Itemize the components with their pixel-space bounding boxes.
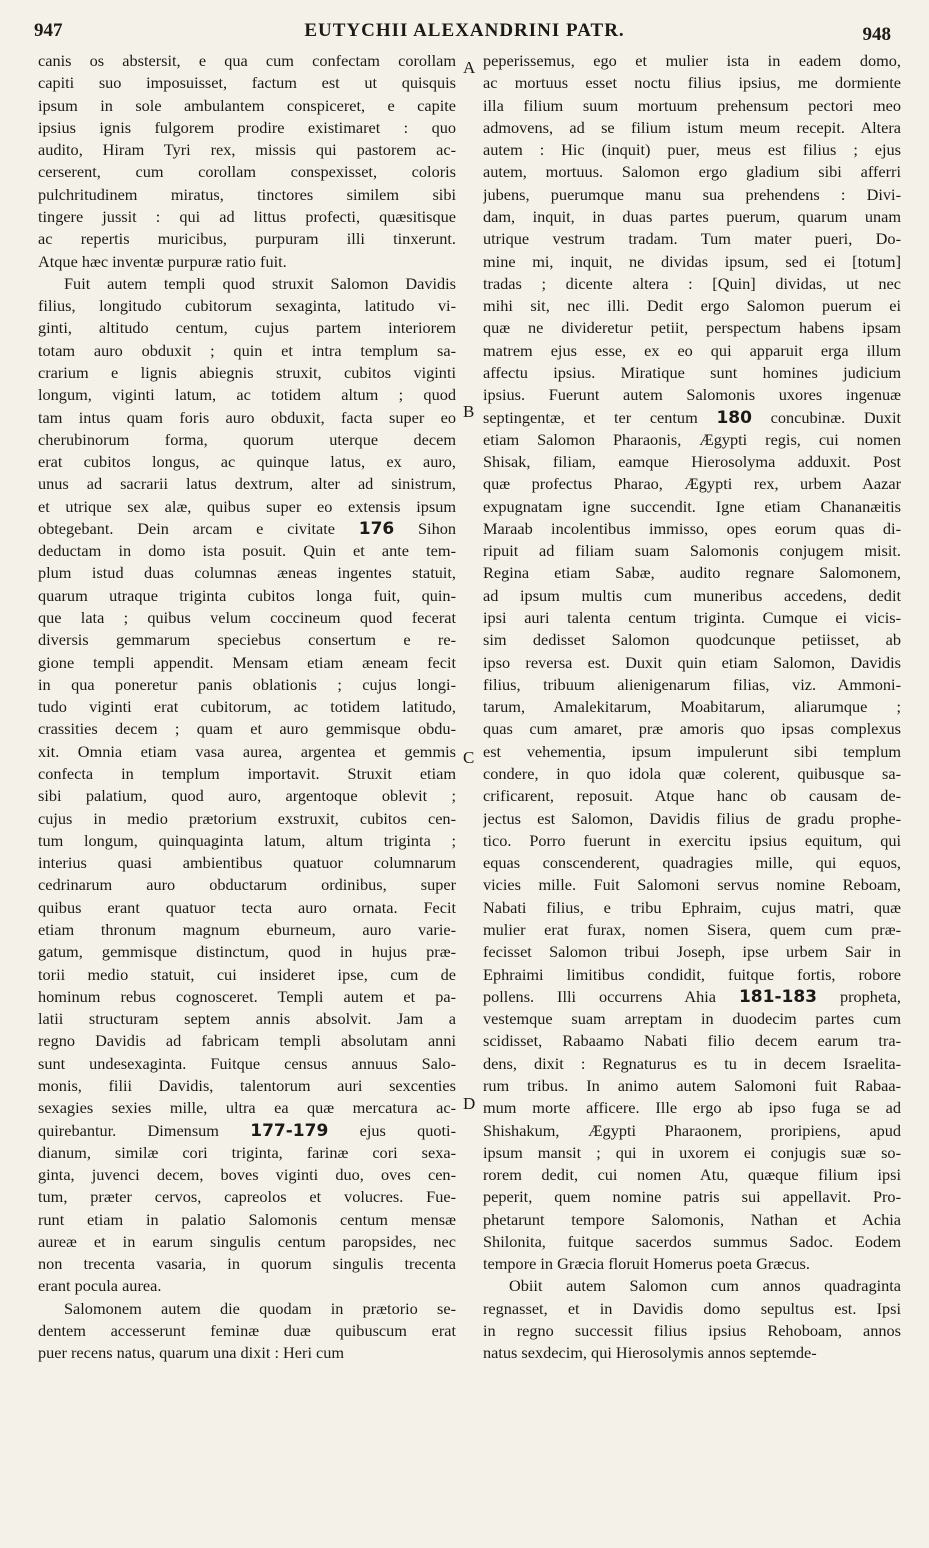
text-line: plum istud duas columnas æneas ingentes statuit, bbox=[38, 563, 456, 583]
text-line: sunt undesexaginta. Fuitque census annuus Salo- bbox=[38, 1053, 456, 1073]
section-marker-c: C bbox=[463, 748, 475, 767]
text-line: audito, Hiram Tyri rex, missis qui pastorem ac- bbox=[38, 140, 456, 160]
text-line: erat cubitos longus, ac quinque latus, ex auro, bbox=[38, 452, 456, 472]
text-line: tam intus quam foris auro obduxit, facta super eo bbox=[38, 407, 456, 427]
text-line: peperit, quem nomine patris sui appellavit. Pro- bbox=[483, 1187, 901, 1207]
text-line: totam auro obduxit ; quin et intra templum sa- bbox=[38, 340, 456, 360]
section-marker-b: B bbox=[463, 402, 475, 421]
text-line: tum longum, quinquaginta latum, altum triginta ; bbox=[38, 830, 456, 850]
text-line: quæ ne divideretur petiit, perspectum habens ipsam bbox=[483, 318, 901, 338]
text-line: interius quasi ambientibus quatuor columnarum bbox=[38, 853, 456, 873]
text-line: vicies mille. Fuit Salomoni servus nomine Reboam, bbox=[483, 875, 901, 895]
text-line: tempore in Græcia floruit Homerus poeta Græcus. bbox=[483, 1254, 810, 1274]
text-line: in qua poneretur panis oblationis ; cujus longi- bbox=[38, 674, 456, 694]
text-line: xit. Omnia etiam vasa aurea, argentea et gemmis bbox=[38, 741, 456, 761]
text-line: quæ profectus Pharao, Ægypti rex, urbem Aazar bbox=[483, 474, 901, 494]
marginal-number: 181-183 bbox=[738, 986, 817, 1007]
text-line: sim dedisset Salomon quodcunque petiisset, ab bbox=[483, 630, 901, 650]
text-line: utrique vestrum tradam. Tum mater pueri, Do- bbox=[483, 229, 901, 249]
text-line: filius, longitudo cubitorum sexaginta, latitudo vi- bbox=[38, 296, 456, 316]
text-line: canis os abstersit, e qua cum confectam corollam bbox=[38, 51, 456, 70]
running-title: EUTYCHII ALEXANDRINI PATR. bbox=[304, 20, 625, 41]
text-line: latii structuram septem annis absolvit. Jam a bbox=[38, 1009, 456, 1029]
text-line: cujus in medio prætorium exstruxit, cubitos cen- bbox=[38, 808, 456, 828]
text-line: ginta, juvenci decem, boves viginti duo, oves cen- bbox=[38, 1165, 456, 1185]
text-line: Ephraimi limitibus condidit, fuitque fortis, robore bbox=[483, 964, 901, 984]
text-line: phetarunt tempore Salomonis, Nathan et Achia bbox=[483, 1209, 901, 1229]
text-line: Maraab incolentibus immisso, opes eorum quas di- bbox=[483, 518, 901, 538]
page-number-right: 948 bbox=[862, 24, 891, 45]
text-line: ripuit ad filiam suam Salomonis conjugem misit. bbox=[483, 541, 901, 561]
text-line: dam, inquit, in duas partes puerum, quarum unam bbox=[483, 206, 901, 226]
text-line: ipsius ignis fulgorem prodire existimaret : quo bbox=[38, 117, 456, 137]
text-line: cherubinorum forma, quorum uterque decem bbox=[38, 429, 456, 449]
text-line: illa filium suum mortuum prehensum pectori meo bbox=[483, 95, 901, 115]
text-line: quarum utraque triginta cubitos longa fuit, quin- bbox=[38, 585, 456, 605]
text-line: ac mortuus esset noctu filius ipsius, me dormiente bbox=[483, 73, 901, 93]
text-line: cerserent, cum corollam conspexisset, coloris bbox=[38, 162, 456, 182]
text-line: ipsum in sole ambulantem conspiceret, e capite bbox=[38, 95, 456, 115]
text-line: quirebantur. Dimensum 177-179 ejus quoti- bbox=[38, 1120, 456, 1141]
page-number-left: 947 bbox=[34, 20, 63, 41]
text-line: ipsi auri talenta centum triginta. Cumque ei vicis- bbox=[483, 608, 901, 628]
text-line: pulchritudinem miratus, tinctores similem sibi bbox=[38, 184, 456, 204]
text-line: mum morte afficere. Ille ergo ab ipso fuga se ad bbox=[483, 1098, 901, 1118]
text-line: hominum rebus cognosceret. Templi autem et pa- bbox=[38, 986, 456, 1006]
text-line: vestemque suam arreptam in duodecim partes cum bbox=[483, 1009, 901, 1029]
marginal-number: 180 bbox=[716, 407, 752, 428]
marginal-number: 176 bbox=[358, 518, 395, 539]
text-line: peperissemus, ego et mulier ista in eadem domo, bbox=[483, 51, 901, 70]
text-line: aureæ et in earum singulis centum paropsides, nec bbox=[38, 1231, 456, 1251]
text-line: mulier erat furax, nomen Sisera, quem cum præ- bbox=[483, 919, 901, 939]
paragraph bbox=[38, 1298, 456, 1365]
text-line: ad ipsum multis cum muneribus accedens, dedit bbox=[483, 585, 901, 605]
text-line: monis, filii Davidis, talentorum auri sexcenties bbox=[38, 1075, 456, 1095]
right-column bbox=[483, 50, 901, 1365]
text-line: mihi sit, nec illi. Dedit ergo Salomon puerum ei bbox=[483, 296, 901, 316]
text-line: sexagies sexies mille, ultra ea quæ mercatura ac- bbox=[38, 1098, 456, 1118]
text-line: ginti, altitudo centum, cujus partem interiorem bbox=[38, 318, 456, 338]
text-line: tingere jussit : qui ad littus profecti, quæsitisque bbox=[38, 206, 456, 226]
text-line: matrem ejus esse, ex eo qui apparuit erga illum bbox=[483, 340, 901, 360]
text-line: dens, dixit : Regnaturus es tu in decem Israelita- bbox=[483, 1053, 901, 1073]
text-line: regnasset, et in Davidis domo sepultus est. Ipsi bbox=[483, 1298, 901, 1318]
text-line: longum, viginti latum, ac totidem altum ; quod bbox=[38, 385, 456, 405]
text-line: Nabati filius, e tribu Ephraim, cujus matri, quæ bbox=[483, 897, 901, 917]
text-line: runt etiam in palatio Salomonis centum mensæ bbox=[38, 1209, 456, 1229]
text-line: crassities decem ; quam et auro gemmisque obdu- bbox=[38, 719, 456, 739]
text-line: affectu ipsius. Miratique sunt homines judicium bbox=[483, 362, 901, 382]
text-line: Regina etiam Sabæ, audito regnare Salomonem, bbox=[483, 563, 901, 583]
paragraph bbox=[483, 1275, 901, 1364]
text-line: puer recens natus, quarum una dixit : Heri cum bbox=[38, 1343, 345, 1363]
text-line: admovens, ad se filium istum meum recepit. Altera bbox=[483, 117, 901, 137]
text-line: que lata ; quibus velum coccineum quod fecerat bbox=[38, 608, 456, 628]
text-line: ipsius. Fuerunt autem Salomonis uxores ingenuæ bbox=[483, 385, 901, 405]
text-line: quas cum amaret, præ amoris quo ipsas complexus bbox=[483, 719, 901, 739]
text-line: expugnatam igne succendit. Igne etiam Chananæitis bbox=[483, 496, 901, 516]
text-line: tudo viginti erat cubitorum, ac totidem latitudo, bbox=[38, 697, 456, 717]
text-line: confecta in templum importavit. Struxit etiam bbox=[38, 764, 456, 783]
text-line: Atque hæc inventæ purpuræ ratio fuit. bbox=[38, 251, 287, 271]
text-line: Fuit autem templi quod struxit Salomon Davidis bbox=[64, 273, 456, 293]
text-line: et utrique sex alæ, quibus super eo extensis ipsum bbox=[38, 496, 456, 516]
text-line: cedrinarum auro obductarum ordinibus, super bbox=[38, 875, 456, 895]
text-line: fecisset Salomon tribui Joseph, ipse urbem Sair in bbox=[483, 942, 901, 962]
paragraph bbox=[38, 50, 456, 273]
text-line: jectus est Salomon, Davidis filius de gradu prophe- bbox=[483, 808, 901, 828]
paragraph bbox=[38, 273, 456, 1298]
text-line: capiti suo imposuisset, factum est ut quisquis bbox=[38, 73, 456, 93]
left-column bbox=[38, 50, 456, 1365]
text-line: non trecenta vasaria, in quorum singulis trecenta bbox=[38, 1254, 456, 1274]
text-line: erant pocula aurea. bbox=[38, 1276, 162, 1296]
text-line: tum, præter cervos, capreolos et volucres. Fue- bbox=[38, 1187, 456, 1207]
text-line: torii medio statuit, cui insideret ipse, cum de bbox=[38, 964, 456, 984]
text-line: rum tribus. In animo autem Salomoni fuit Rabaa- bbox=[483, 1075, 901, 1095]
text-line: scidisset, Rabaamo Nabati filio decem earum tra- bbox=[483, 1031, 901, 1051]
section-marker-a: A bbox=[463, 58, 476, 77]
text-line: tarum, Amalekitarum, Moabitarum, aliarumque ; bbox=[483, 697, 901, 717]
text-line: tico. Porro fuerunt in exercitu ipsius equitum, qui bbox=[483, 830, 901, 850]
text-line: etiam Salomon Pharaonis, Ægypti regis, cui nomen bbox=[483, 429, 901, 449]
text-line: in regno successit filius ipsius Rehoboam, annos bbox=[483, 1321, 901, 1341]
text-line: autem : Hic (inquit) puer, meus est filius ; ejus bbox=[483, 140, 901, 160]
text-line: sibi palatium, quod auro, argentoque oblevit ; bbox=[38, 786, 456, 806]
text-line: rorem dedit, cui nomen Atu, quæque filium ipsi bbox=[483, 1165, 901, 1185]
text-line: jubens, puerumque manu sua prehendens : Divi- bbox=[483, 184, 901, 204]
text-line: septingentæ, et ter centum 180 concubinæ. Duxit bbox=[483, 407, 901, 428]
text-line: ipso reversa est. Duxit quin etiam Salomon, Davidis bbox=[483, 652, 901, 672]
text-line: quibus erant quatuor tecta auro ornata. Fecit bbox=[38, 897, 456, 917]
text-line: diversis gemmarum speciebus consertum e re- bbox=[38, 630, 456, 650]
text-line: mine mi, inquit, ne dividas ipsum, sed ei [totum] bbox=[483, 251, 901, 271]
text-line: Shilonita, fuitque sacerdos summus Sadoc. Eodem bbox=[483, 1231, 901, 1251]
text-line: condere, in quo idola quæ colerent, quibusque sa- bbox=[483, 764, 901, 783]
text-line: deductam in domo ista posuit. Quin et ante tem- bbox=[38, 541, 456, 561]
text-line: crificarent, reposuit. Atque hanc ob causam de- bbox=[483, 786, 901, 806]
text-line: ipsum mansit ; qui in uxorem ei conjugis suæ so- bbox=[483, 1142, 901, 1162]
text-line: etiam thronum magnum eburneum, auro varie- bbox=[38, 919, 456, 939]
text-line: autem, mortuus. Salomon ergo gladium sibi afferri bbox=[483, 162, 901, 182]
section-marker-d: D bbox=[463, 1094, 476, 1113]
text-line: equas conscenderent, quadragies mille, qui equos, bbox=[483, 853, 901, 873]
paragraph bbox=[483, 50, 901, 1275]
marginal-number: 177-179 bbox=[250, 1120, 329, 1141]
text-line: dentem accesserunt feminæ duæ quibuscum erat bbox=[38, 1321, 456, 1341]
text-line: gione templi appendit. Mensam etiam æneam fecit bbox=[38, 652, 456, 672]
text-line: unus ad sacrarii latus dextrum, alter ad sinistrum, bbox=[38, 474, 456, 494]
text-line: natus sexdecim, qui Hierosolymis annos septemde- bbox=[483, 1343, 817, 1363]
text-line: Salomonem autem die quodam in prætorio se- bbox=[64, 1298, 456, 1318]
text-line: dianum, similæ cori triginta, farinæ cori sexa- bbox=[38, 1142, 456, 1162]
text-line: gatum, gemmisque distinctum, quod in hujus præ- bbox=[38, 942, 456, 962]
text-line: Shisak, filiam, eamque Hierosolyma adduxit. Post bbox=[483, 452, 901, 472]
text-line: Obiit autem Salomon cum annos quadraginta bbox=[509, 1276, 901, 1296]
text-line: est vehementia, ipsum impulerunt sibi templum bbox=[483, 741, 901, 761]
text-line: ac repertis muricibus, purpuram illi tinxerunt. bbox=[38, 229, 456, 249]
text-line: regno Davidis ad fabricam templi absolutam anni bbox=[38, 1031, 456, 1051]
text-line: pollens. Illi occurrens Ahia 181-183 propheta, bbox=[483, 986, 901, 1007]
text-line: tradas ; dicente altera : [Quin] dividas, ut nec bbox=[483, 273, 901, 293]
text-line: obtegebant. Dein arcam e civitate 176 Sihon bbox=[38, 518, 456, 539]
text-line: Shishakum, Ægypti Pharaonem, proripiens, apud bbox=[483, 1120, 901, 1140]
text-line: crarium e lignis abiegnis struxit, cubitos viginti bbox=[38, 362, 456, 382]
text-line: filius, tribuum alienigenarum filias, viz. Ammoni- bbox=[483, 674, 901, 694]
